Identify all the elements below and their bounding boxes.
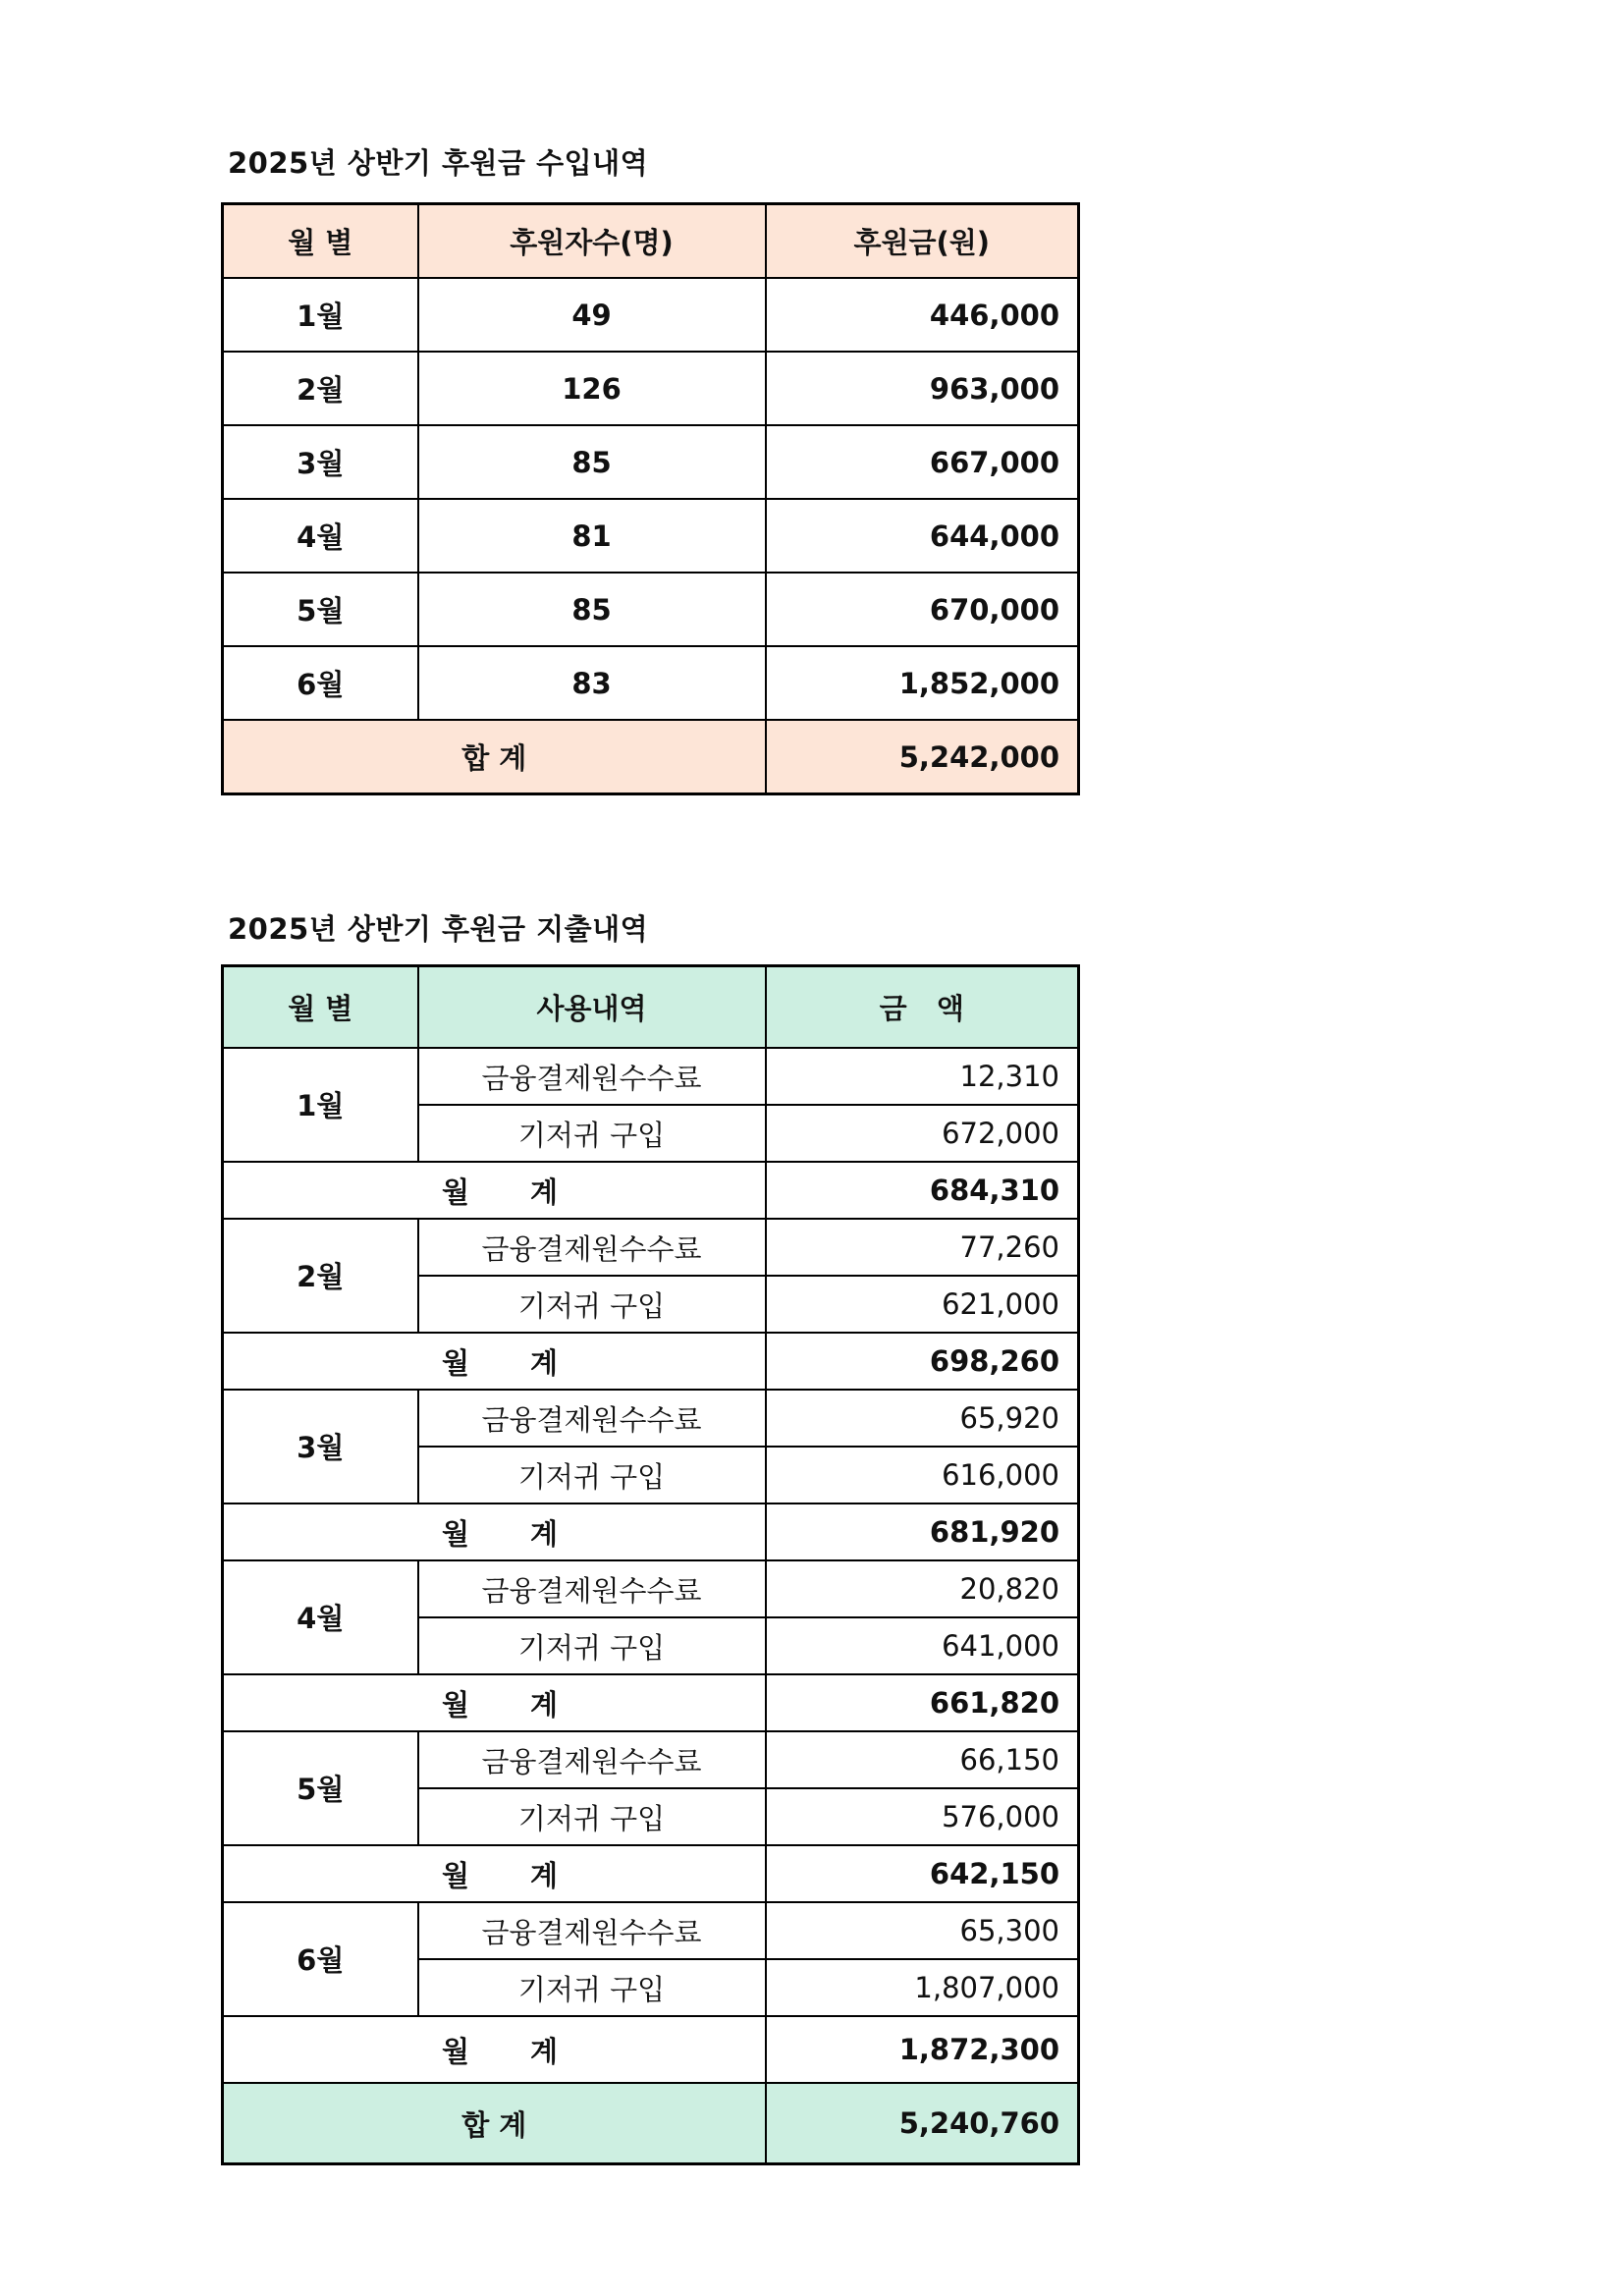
subtotal-amount: 1,872,300 bbox=[766, 2016, 1079, 2083]
table-row bbox=[223, 1390, 1079, 1447]
table-row bbox=[223, 499, 1079, 573]
subtotal-amount: 698,260 bbox=[766, 1333, 1079, 1390]
subtotal-label-b: 계 bbox=[530, 1687, 559, 1722]
subtotal-row bbox=[223, 2016, 1079, 2083]
income-month: 6월 bbox=[223, 646, 418, 720]
expense-header-month: 월 별 bbox=[223, 966, 418, 1049]
subtotal-label-b: 계 bbox=[530, 1175, 559, 1209]
table-row bbox=[223, 352, 1079, 425]
subtotal-label bbox=[223, 2016, 766, 2083]
table-row bbox=[223, 1219, 1079, 1276]
expense-item-name: 금융결제원수수료 bbox=[418, 1560, 766, 1617]
expense-total-label: 합 계 bbox=[223, 2083, 766, 2164]
expense-item-amount: 65,300 bbox=[766, 1902, 1079, 1959]
income-header-month: 월 별 bbox=[223, 204, 418, 279]
expense-item-name: 기저귀 구입 bbox=[418, 1788, 766, 1845]
table-row bbox=[223, 1731, 1079, 1788]
income-month: 3월 bbox=[223, 425, 418, 499]
subtotal-label bbox=[223, 1503, 766, 1560]
income-table bbox=[221, 202, 1080, 795]
income-total-label: 합 계 bbox=[223, 720, 766, 794]
income-donors: 49 bbox=[418, 278, 766, 352]
subtotal-label-b: 계 bbox=[530, 1345, 559, 1380]
income-donors: 85 bbox=[418, 573, 766, 646]
expense-item-amount: 641,000 bbox=[766, 1617, 1079, 1674]
expense-total-row bbox=[223, 2083, 1079, 2164]
subtotal-row bbox=[223, 1162, 1079, 1219]
subtotal-label-a: 월 bbox=[442, 1858, 470, 1892]
subtotal-amount: 684,310 bbox=[766, 1162, 1079, 1219]
expense-item-amount: 616,000 bbox=[766, 1447, 1079, 1503]
subtotal-label-a: 월 bbox=[442, 1345, 470, 1380]
expense-item-name: 기저귀 구입 bbox=[418, 1959, 766, 2016]
subtotal-label-a: 월 bbox=[442, 1516, 470, 1551]
subtotal-amount: 642,150 bbox=[766, 1845, 1079, 1902]
expense-item-amount: 20,820 bbox=[766, 1560, 1079, 1617]
expense-item-name: 금융결제원수수료 bbox=[418, 1390, 766, 1447]
subtotal-label bbox=[223, 1162, 766, 1219]
income-amount: 670,000 bbox=[766, 573, 1079, 646]
income-header-donors: 후원자수(명) bbox=[418, 204, 766, 279]
expense-month: 3월 bbox=[223, 1390, 418, 1503]
income-title: 2025년 상반기 후원금 수입내역 bbox=[228, 146, 649, 180]
expense-header-usage: 사용내역 bbox=[418, 966, 766, 1049]
table-row bbox=[223, 425, 1079, 499]
income-donors: 83 bbox=[418, 646, 766, 720]
table-row bbox=[223, 1048, 1079, 1105]
income-donors: 85 bbox=[418, 425, 766, 499]
subtotal-label bbox=[223, 1674, 766, 1731]
expense-item-amount: 672,000 bbox=[766, 1105, 1079, 1162]
subtotal-label bbox=[223, 1845, 766, 1902]
subtotal-amount: 681,920 bbox=[766, 1503, 1079, 1560]
expense-month: 2월 bbox=[223, 1219, 418, 1333]
subtotal-label-a: 월 bbox=[442, 1687, 470, 1722]
expense-month: 5월 bbox=[223, 1731, 418, 1845]
table-row bbox=[223, 646, 1079, 720]
subtotal-amount: 661,820 bbox=[766, 1674, 1079, 1731]
expense-item-name: 금융결제원수수료 bbox=[418, 1219, 766, 1276]
income-amount: 1,852,000 bbox=[766, 646, 1079, 720]
expense-month: 4월 bbox=[223, 1560, 418, 1674]
table-row bbox=[223, 573, 1079, 646]
expense-item-amount: 66,150 bbox=[766, 1731, 1079, 1788]
income-amount: 446,000 bbox=[766, 278, 1079, 352]
income-donors: 126 bbox=[418, 352, 766, 425]
income-amount: 963,000 bbox=[766, 352, 1079, 425]
expense-header-amount: 금 액 bbox=[766, 966, 1079, 1049]
expense-item-name: 기저귀 구입 bbox=[418, 1447, 766, 1503]
income-month: 4월 bbox=[223, 499, 418, 573]
expense-title: 2025년 상반기 후원금 지출내역 bbox=[228, 912, 649, 946]
expense-item-amount: 576,000 bbox=[766, 1788, 1079, 1845]
income-total-row bbox=[223, 720, 1079, 794]
income-month: 1월 bbox=[223, 278, 418, 352]
table-row bbox=[223, 278, 1079, 352]
subtotal-label-a: 월 bbox=[442, 1175, 470, 1209]
subtotal-label-a: 월 bbox=[442, 2034, 470, 2068]
expense-total-amount: 5,240,760 bbox=[766, 2083, 1079, 2164]
income-amount: 644,000 bbox=[766, 499, 1079, 573]
expense-month: 1월 bbox=[223, 1048, 418, 1162]
table-row bbox=[223, 1560, 1079, 1617]
income-amount: 667,000 bbox=[766, 425, 1079, 499]
expense-item-amount: 77,260 bbox=[766, 1219, 1079, 1276]
table-row bbox=[223, 1902, 1079, 1959]
expense-item-name: 금융결제원수수료 bbox=[418, 1902, 766, 1959]
income-month: 2월 bbox=[223, 352, 418, 425]
subtotal-row bbox=[223, 1674, 1079, 1731]
expense-item-name: 금융결제원수수료 bbox=[418, 1048, 766, 1105]
expense-item-amount: 1,807,000 bbox=[766, 1959, 1079, 2016]
income-total-amount: 5,242,000 bbox=[766, 720, 1079, 794]
expense-item-name: 기저귀 구입 bbox=[418, 1276, 766, 1333]
subtotal-label-b: 계 bbox=[530, 1516, 559, 1551]
expense-item-amount: 12,310 bbox=[766, 1048, 1079, 1105]
expense-header-row bbox=[223, 966, 1079, 1049]
subtotal-label-b: 계 bbox=[530, 2034, 559, 2068]
expense-month: 6월 bbox=[223, 1902, 418, 2016]
income-donors: 81 bbox=[418, 499, 766, 573]
subtotal-row bbox=[223, 1503, 1079, 1560]
expense-item-name: 기저귀 구입 bbox=[418, 1105, 766, 1162]
income-header-amount: 후원금(원) bbox=[766, 204, 1079, 279]
expense-item-amount: 65,920 bbox=[766, 1390, 1079, 1447]
expense-item-amount: 621,000 bbox=[766, 1276, 1079, 1333]
expense-item-name: 금융결제원수수료 bbox=[418, 1731, 766, 1788]
expense-table bbox=[221, 964, 1080, 2165]
income-header-row bbox=[223, 204, 1079, 279]
subtotal-label-b: 계 bbox=[530, 1858, 559, 1892]
subtotal-label bbox=[223, 1333, 766, 1390]
income-month: 5월 bbox=[223, 573, 418, 646]
subtotal-row bbox=[223, 1333, 1079, 1390]
expense-item-name: 기저귀 구입 bbox=[418, 1617, 766, 1674]
subtotal-row bbox=[223, 1845, 1079, 1902]
